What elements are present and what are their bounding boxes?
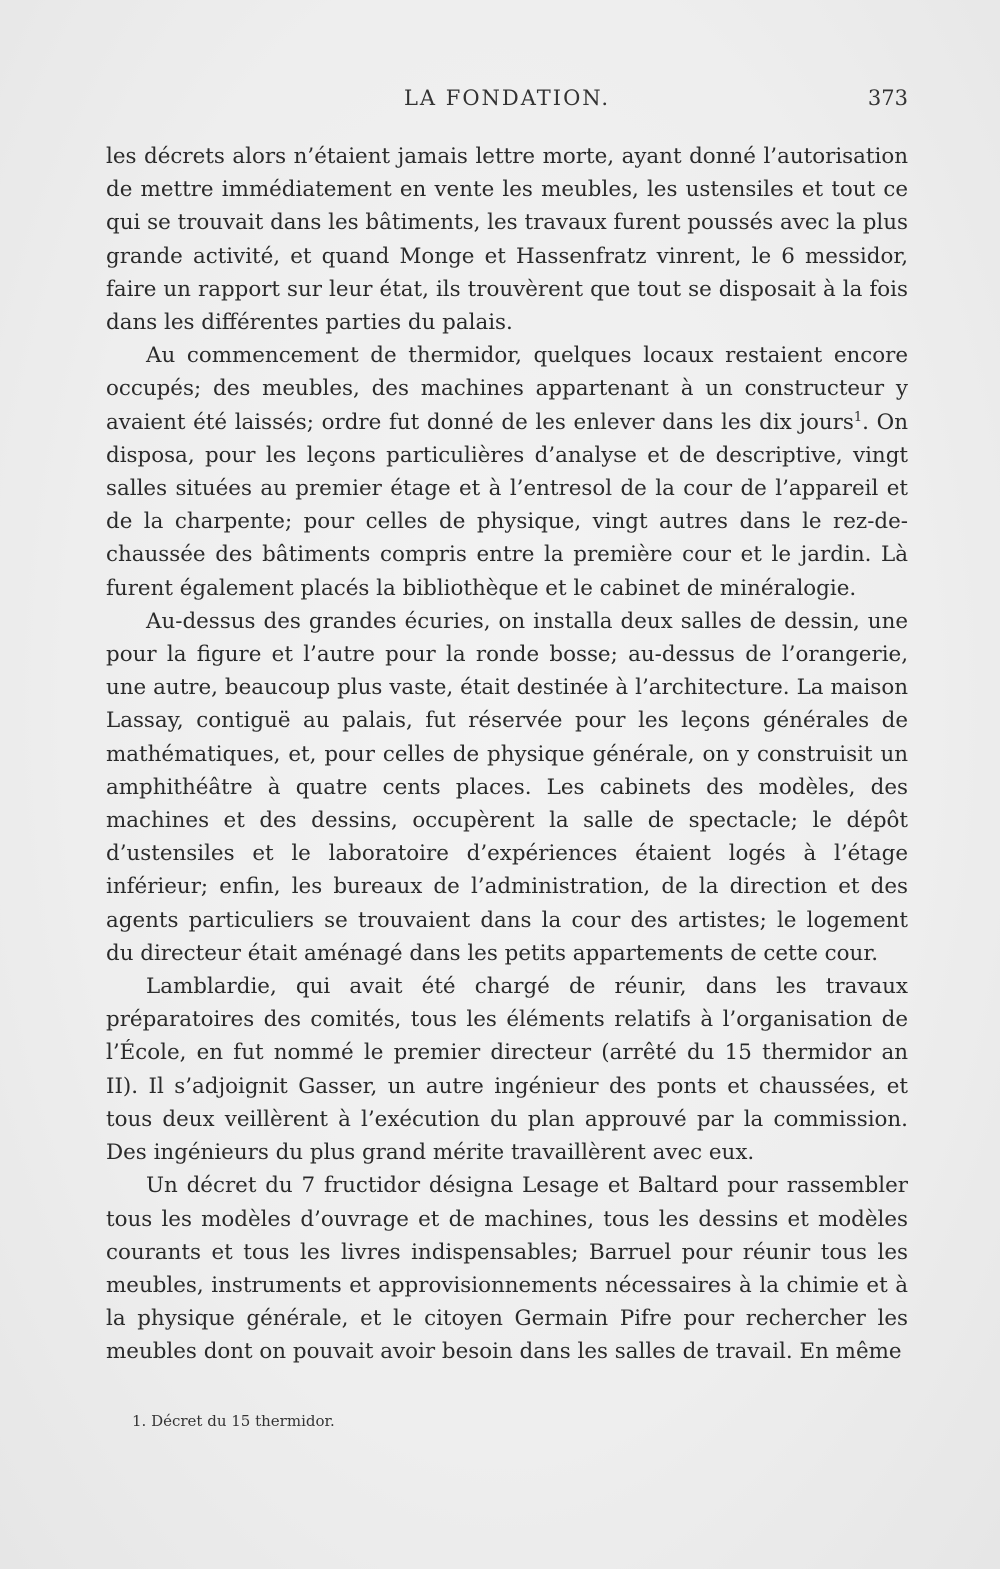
page-number: 373 [867, 86, 908, 110]
footnote: 1. Décret du 15 thermidor. [132, 1412, 335, 1430]
body-text [106, 140, 908, 1369]
paragraph-4: Lamblardie, qui avait été chargé de réunir, dans les travaux préparatoires des comités, tous les éléments relatifs à l’organisation de l’École, en fut nommé le premier directeur (arrêté du 15 thermidor an II). Il s’adjoignit Gasser, un autre ingénieur des ponts et chaussées, et tous deux veillèrent à l’exécution du plan approuvé par la commission. Des ingénieurs du plus grand mérite travaillèrent avec eux. [106, 974, 908, 1166]
paragraph-2-continuation: On disposa, pour les leçons particulières d’analyse et de descriptive, vingt salles situées au premier étage et à l’entresol de la cour de l’appareil et de la charpente; pour celles de physique, vingt autres dans le rez-de-chaussée des bâtiments compris entre la première cour et le jardin. Là furent également placés la bibliothèque et le cabinet de minéralogie. [106, 409, 908, 601]
running-title: LA FONDATION. [403, 86, 611, 110]
footnotes [132, 1410, 908, 1432]
paragraph-3: Au-dessus des grandes écuries, on installa deux salles de dessin, une pour la figure et l’autre pour la ronde bosse; au-dessus de l’orangerie, une autre, beaucoup plus vaste, était destinée à l’architecture. La maison Lassay, contiguë au palais, fut réservée pour les leçons générales de mathématiques, et, pour celles de physique générale, on y construisit un amphithéâtre à quatre cents places. Les cabinets des modèles, des machines et des dessins, occupèrent la salle de spectacle; le dépôt d’ustensiles et le laboratoire d’expériences étaient logés à l’étage inférieur; enfin, les bureaux de l’administration, de la direction et des agents particuliers se trouvaient dans la cour des artistes; le logement du directeur était aménagé dans les petits appartements de cette cour. [106, 608, 908, 966]
paragraph-2-text: Au commencement de thermidor, quelques locaux restaient encore occupés; des meubles, des machines appartenant à un constructeur y avaient été laissés; ordre fut donné de les enlever dans les dix jours [106, 343, 908, 435]
footnote-reference: 1 [853, 409, 863, 425]
paragraph-5: Un décret du 7 fructidor désigna Lesage et Baltard pour rassembler tous les modèles d’ouvrage et de machines, tous les dessins et modèles courants et tous les livres indispensables; Barruel pour réunir tous les meubles, instruments et approvisionnements nécessaires à la chimie et à la physique générale, et le citoyen Germain Pifre pour rechercher les meubles dont on pouvait avoir besoin dans les salles de travail. En même [106, 1173, 908, 1365]
paragraph-2 [106, 339, 908, 605]
paragraph-2-end: . [862, 409, 869, 435]
running-head [106, 86, 908, 120]
paragraph-1: les décrets alors n’étaient jamais lettre morte, ayant donné l’autorisation de mettre immédiatement en vente les meubles, les ustensiles et tout ce qui se trouvait dans les bâtiments, les travaux furent poussés avec la plus grande activité, et quand Monge et Hassenfratz vinrent, le 6 messidor, faire un rapport sur leur état, ils trouvèrent que tout se disposait à la fois dans les différentes parties du palais. [106, 144, 908, 336]
